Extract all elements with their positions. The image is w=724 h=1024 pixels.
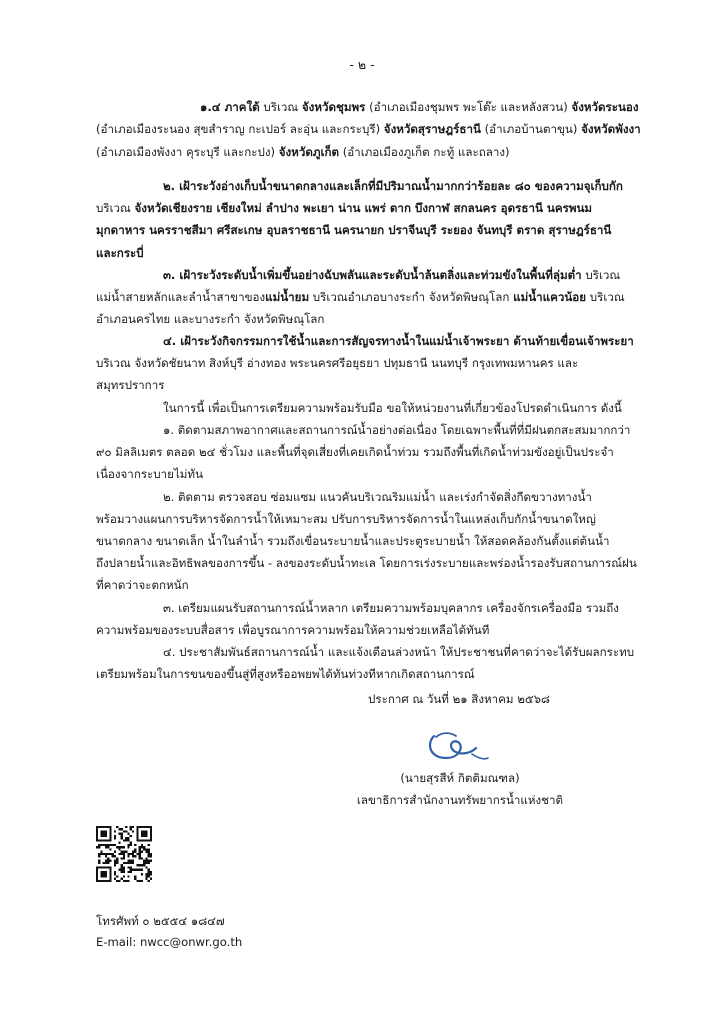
section-1-4-heading: ๑.๔ ภาคใต้ (200, 100, 260, 114)
contact-email: E-mail: nwcc@onwr.go.th (96, 935, 243, 949)
action-4-line-1: ๔. ประชาสัมพันธ์สถานการณ์น้ำ และแจ้งเตือนล่วงหน้า ให้ประชาชนที่คาดว่าจะได้รับผลกระทบ (163, 645, 635, 659)
province-list: จังหวัดเชียงราย เชียงใหม่ ลำปาง พะเยา น่าน แพร่ ตาก บึงกาฬ สกลนคร อุดรธานี นครพนม (134, 201, 593, 215)
item-4-line-2: บริเวณ จังหวัดชัยนาท สิงห์บุรี อ่างทอง พระนครศรีอยุธยา ปทุมธานี นนทบุรี กรุงเทพมหานคร และ (96, 356, 579, 370)
signatory-name: (นายสุรสีห์ กิตติมณฑล) (400, 771, 520, 785)
action-1-line-1: ๑. ติดตามสภาพอากาศและสถานการณ์น้ำอย่างต่อเนื่อง โดยเฉพาะพื้นที่ที่มีฝนตกสะสมมากกว่า (163, 423, 631, 437)
qr-code (96, 826, 152, 882)
item-3-line-1 (163, 267, 620, 284)
paragraph-1-4-line-2 (96, 121, 641, 138)
paragraph-1-4-line-1 (200, 99, 639, 116)
province-ranong: จังหวัดระนอง (571, 100, 639, 114)
text: (อำเภอเมืองระนอง สุขสำราญ กะเปอร์ ละอุ่น และกระบุรี) (96, 122, 384, 136)
text: (อำเภอเมืองพังงา คุระบุรี และกะปง) (96, 145, 279, 159)
text: บริเวณ (96, 201, 135, 215)
signature (412, 724, 502, 766)
contact-phone: โทรศัพท์ ๐ ๒๕๕๔ ๑๘๔๗ (96, 914, 225, 928)
province-chumphon: จังหวัดชุมพร (301, 100, 366, 114)
text: (อำเภอเมืองชุมพร พะโต๊ะ และหลังสวน) (365, 100, 572, 114)
item-3-line-2 (96, 289, 625, 306)
action-2-line-3: ขนาดกลาง ขนาดเล็ก น้ำในลำน้ำ รวมถึงเขื่อนระบายน้ำและประตูระบายน้ำ ให้สอดคล้องกันตั้งแต่ต้นน้ำ (96, 534, 610, 548)
signatory-title: เลขาธิการสำนักงานทรัพยากรน้ำแห่งชาติ (356, 793, 564, 807)
item-2-line-4: และกระบี่ (96, 246, 144, 260)
action-1-line-2: ๙๐ มิลลิเมตร ตลอด ๒๔ ชั่วโมง และพื้นที่จุดเสี่ยงที่เคยเกิดน้ำท่วม รวมถึงพื้นที่เกิดน้ำท่วมขังอยู่เป็นประจำ (96, 445, 614, 459)
action-3-line-1: ๓. เตรียมแผนรับสถานการณ์น้ำหลาก เตรียมความพร้อมบุคลากร เครื่องจักรเครื่องมือ รวมถึง (163, 601, 619, 615)
action-2-line-5: ที่คาดว่าจะตกหนัก (96, 578, 189, 592)
text: (อำเภอเมืองภูเก็ต กะทู้ และถลาง) (339, 145, 510, 159)
item-3-line-3: อำเภอนครไทย และบางระกำ จังหวัดพิษณุโลก (96, 312, 325, 326)
paragraph-1-4-line-3 (96, 144, 510, 161)
page-number: - ๒ - (349, 57, 375, 72)
river-khwae-noi: แม่น้ำแควน้อย (513, 290, 587, 304)
intro-paragraph: ในการนี้ เพื่อเป็นการเตรียมความพร้อมรับมือ ขอให้หน่วยงานที่เกี่ยวข้องโปรดดำเนินการ ดังนี้ (163, 401, 622, 415)
item-2-line-2 (96, 200, 592, 217)
item-3-heading: ๓. เฝ้าระวังระดับน้ำเพิ่มขึ้นอย่างฉับพลันและระดับน้ำล้นตลิ่งและท่วมขังในพื้นที่ลุ่มต่ำ (163, 268, 582, 282)
action-4-line-2: เตรียมพร้อมในการขนของขึ้นสู่ที่สูงหรืออพยพได้ทันท่วงทีหากเกิดสถานการณ์ (96, 667, 475, 681)
text: แม่น้ำสายหลักและลำน้ำสาขาของ (96, 290, 266, 304)
item-2-line-3: มุกดาหาร นครราชสีมา ศรีสะเกษ อุบลราชธานี นครนายก ปราจีนบุรี ระยอง จันทบุรี ตราด สุราษฎร์ธานี (96, 223, 612, 237)
river-yom: แม่น้ำยม (265, 290, 310, 304)
action-2-line-1: ๒. ติดตาม ตรวจสอบ ซ่อมแซม แนวคันบริเวณริมแม่น้ำ และเร่งกำจัดสิ่งกีดขวางทางน้ำ (163, 490, 592, 504)
text: (อำเภอบ้านตาขุน) (480, 122, 582, 136)
province-phang-nga: จังหวัดพังงา (581, 122, 641, 136)
province-phuket: จังหวัดภูเก็ต (278, 145, 340, 159)
announcement-date: ประกาศ ณ วันที่ ๒๑ สิงหาคม ๒๕๖๘ (368, 692, 550, 706)
action-2-line-2: พร้อมวางแผนการบริหารจัดการน้ำให้เหมาะสม ปรับการบริหารจัดการน้ำในแหล่งเก็บกักน้ำขนาดใหญ่ (96, 512, 596, 526)
action-3-line-2: ความพร้อมของระบบสื่อสาร เพื่อบูรณาการความพร้อมให้ความช่วยเหลือได้ทันที (96, 623, 490, 637)
action-2-line-4: ถึงปลายน้ำและอิทธิพลของการขึ้น - ลงของระดับน้ำทะเล โดยการเร่งระบายและพร่องน้ำรองรับสถานการณ์ฝน (96, 556, 637, 570)
text: บริเวณอำเภอบางระกำ จังหวัดพิษณุโลก (309, 290, 514, 304)
item-4-heading: ๔. เฝ้าระวังกิจกรรมการใช้น้ำและการสัญจรทางน้ำในแม่น้ำเจ้าพระยา ด้านท้ายเขื่อนเจ้าพระยา (163, 334, 634, 348)
text: บริเวณ (259, 100, 302, 114)
text: บริเวณ (586, 290, 625, 304)
province-surat-thani: จังหวัดสุราษฎร์ธานี (383, 122, 481, 136)
text: บริเวณ (581, 268, 621, 282)
item-4-line-3: สมุทรปราการ (96, 378, 165, 392)
action-1-line-3: เนื่องจากระบายไม่ทัน (96, 467, 203, 481)
item-2-heading: ๒. เฝ้าระวังอ่างเก็บน้ำขนาดกลางและเล็กที่มีปริมาณน้ำมากกว่าร้อยละ ๘๐ ของความจุเก็บกัก (163, 179, 623, 193)
